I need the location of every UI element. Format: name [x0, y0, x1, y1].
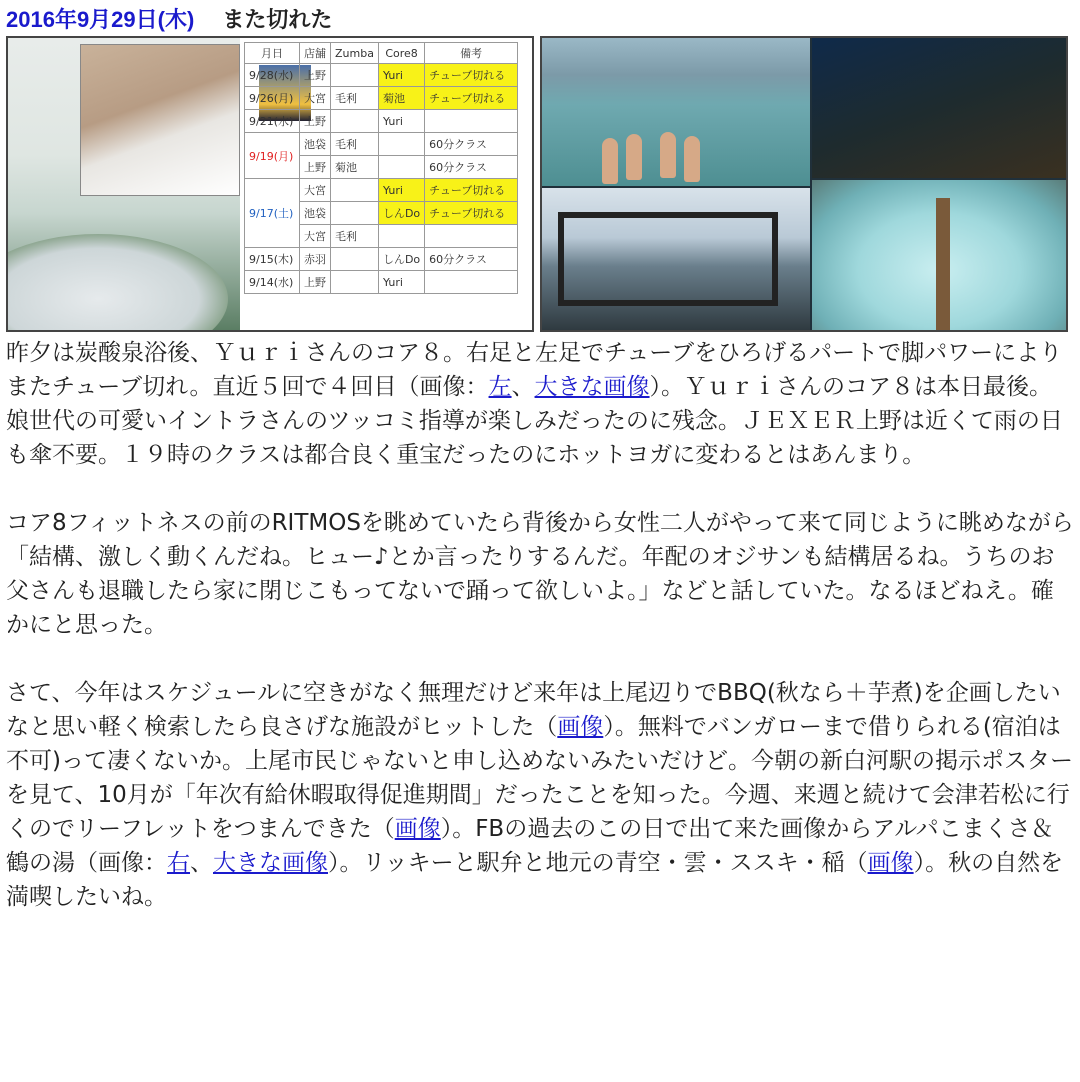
schedule-date: 9/21(水)	[245, 110, 300, 133]
schedule-date: 9/17(土)	[245, 179, 300, 248]
schedule-core8: 菊池	[378, 87, 424, 110]
paragraph	[6, 336, 1074, 472]
schedule-header-cell: Core8	[378, 43, 424, 64]
schedule-date: 9/28(水)	[245, 64, 300, 87]
schedule-table	[244, 42, 518, 294]
large-image-link-2[interactable]: 大きな画像	[213, 850, 328, 876]
image-link-bbq[interactable]: 画像	[557, 714, 604, 740]
schedule-zumba	[331, 271, 379, 294]
schedule-store: 大宮	[300, 225, 331, 248]
schedule-header-cell: 備考	[425, 43, 518, 64]
schedule-note: 60分クラス	[425, 133, 518, 156]
schedule-zumba: 毛利	[331, 87, 379, 110]
image-link-rikki[interactable]: 画像	[867, 850, 914, 876]
text-run: ）。リッキーと駅弁と地元の青空・雲・ススキ・稲（	[328, 850, 868, 876]
schedule-core8	[378, 156, 424, 179]
schedule-header-row	[245, 43, 518, 64]
schedule-row	[245, 64, 518, 87]
onsen-feet-photo	[542, 38, 810, 186]
text-run: ）。秋の自然を満喫したいね。	[6, 850, 1064, 910]
schedule-zumba	[331, 202, 379, 225]
bath-pool	[6, 234, 228, 332]
text-run: 昨夕は炭酸泉浴後、Ｙｕｒｉさんのコア８。右足と左足でチューブをひろげるパートで脚パワーによりまたチューブ切れ。直近５回で４回目（画像：	[6, 340, 1063, 400]
foot-shape	[660, 132, 676, 178]
schedule-store: 上野	[300, 64, 331, 87]
schedule-date: 9/14(水)	[245, 271, 300, 294]
foot-shape	[626, 134, 642, 180]
arm-photo-inset	[80, 44, 240, 196]
schedule-core8	[378, 225, 424, 248]
schedule-header-cell: Zumba	[331, 43, 379, 64]
schedule-note	[425, 271, 518, 294]
schedule-row	[245, 271, 518, 294]
schedule-date: 9/15(木)	[245, 248, 300, 271]
post-title: また切れた	[222, 6, 333, 32]
foot-shape	[602, 138, 618, 184]
paragraph	[6, 676, 1074, 914]
post-date-link[interactable]: 2016年9月29日(木)	[6, 6, 195, 32]
schedule-store: 大宮	[300, 179, 331, 202]
schedule-row	[245, 110, 518, 133]
schedule-store: 大宮	[300, 87, 331, 110]
schedule-header-cell: 月日	[245, 43, 300, 64]
schedule-store: 上野	[300, 156, 331, 179]
schedule-note: チューブ切れる	[425, 64, 518, 87]
post-body	[6, 336, 1074, 914]
window-frame	[558, 212, 778, 306]
image-link-right[interactable]: 右	[167, 850, 190, 876]
schedule-zumba: 毛利	[331, 133, 379, 156]
large-image-link[interactable]: 大きな画像	[534, 374, 650, 400]
schedule-store: 赤羽	[300, 248, 331, 271]
paragraph: コア8フィットネスの前のRITMOSを眺めていたら背後から女性二人がやって来て同じように眺めながら「結構、激しく動くんだね。ヒュー♪とか言ったりするんだ。年配のオジサンも結構居るね。うちのお父さんも退職したら家に閉じこもってないで踊って欲しいよ。」などと話していた。なるほどねえ。確かにと思った。	[6, 510, 1074, 638]
schedule-core8: Yuri	[378, 64, 424, 87]
schedule-store: 池袋	[300, 133, 331, 156]
wooden-pole	[936, 198, 950, 330]
schedule-row	[245, 87, 518, 110]
schedule-row	[245, 248, 518, 271]
schedule-row	[245, 133, 518, 156]
schedule-core8: しんDo	[378, 248, 424, 271]
image-link-leaflet[interactable]: 画像	[394, 816, 441, 842]
ryokan-night-photo	[812, 38, 1066, 178]
schedule-zumba	[331, 248, 379, 271]
schedule-store: 上野	[300, 110, 331, 133]
schedule-zumba: 菊池	[331, 156, 379, 179]
text-run: さて、今年はスケジュールに空きがなく無理だけど来年は上尾辺りでBBQ(秋なら＋芋煮)を企画したいなと思い軽く検索したら良さげな施設がヒットした（	[6, 680, 1061, 740]
post-header	[6, 2, 332, 34]
schedule-store: 池袋	[300, 202, 331, 225]
schedule-core8: Yuri	[378, 179, 424, 202]
text-run: ）。FBの過去のこの日で出て来た画像からアルパこまくさ＆鶴の湯（画像：	[6, 816, 1054, 876]
milky-onsen-photo	[812, 180, 1066, 330]
schedule-core8: しんDo	[378, 202, 424, 225]
schedule-core8: Yuri	[378, 110, 424, 133]
text-run: ）。Ｙｕｒｉさんのコア８は本日最後。娘世代の可愛いイントラさんのツッコミ指導が楽しみだったのに残念。ＪＥＸＥＲ上野は近くて雨の日も傘不要。１９時のクラスは都合良く重宝だったのにホットヨガに変わるとはあんまり。	[6, 374, 1063, 468]
foot-shape	[684, 136, 700, 182]
schedule-header-cell: 店舗	[300, 43, 331, 64]
schedule-zumba	[331, 179, 379, 202]
bath-photo	[8, 38, 240, 330]
text-run: 、	[190, 850, 213, 876]
schedule-date: 9/26(月)	[245, 87, 300, 110]
schedule-note: チューブ切れる	[425, 179, 518, 202]
schedule-store: 上野	[300, 271, 331, 294]
schedule-note	[425, 110, 518, 133]
schedule-note: 60分クラス	[425, 156, 518, 179]
schedule-note: 60分クラス	[425, 248, 518, 271]
schedule-core8: Yuri	[378, 271, 424, 294]
text-run: ）。無料でバンガローまで借りられる(宿泊は不可)って凄くないか。上尾市民じゃないと申し込めないみたいだけど。今朝の新白河駅の掲示ポスターを見て、10月が「年次有給休暇取得促進期間」だったことを知った。今週、来週と続けて会津若松に行くのでリーフレットをつまんできた（	[6, 714, 1073, 842]
schedule-zumba	[331, 64, 379, 87]
schedule-zumba: 毛利	[331, 225, 379, 248]
schedule-note	[425, 225, 518, 248]
schedule-row	[245, 179, 518, 202]
schedule-date: 9/19(月)	[245, 133, 300, 179]
schedule-note: チューブ切れる	[425, 87, 518, 110]
schedule-zumba	[331, 110, 379, 133]
image-link-left[interactable]: 左	[488, 374, 512, 400]
schedule-note: チューブ切れる	[425, 202, 518, 225]
schedule-core8	[378, 133, 424, 156]
right-image[interactable]	[540, 36, 1068, 332]
lake-window-photo	[542, 188, 810, 330]
text-run: 、	[511, 374, 535, 400]
left-image[interactable]	[6, 36, 534, 332]
